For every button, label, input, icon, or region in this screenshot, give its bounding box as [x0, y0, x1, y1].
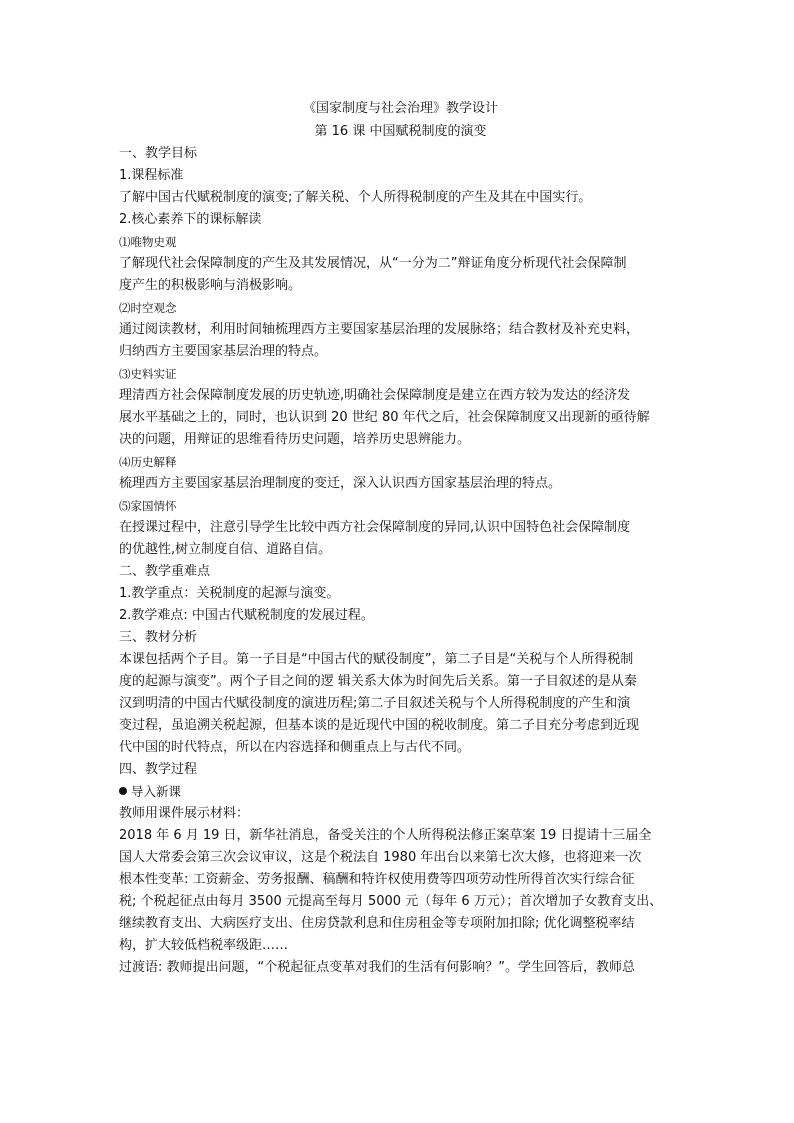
- subheading-materialism: ⑴唯物史观: [119, 235, 177, 249]
- paragraph-patriotism: 在授课过程中，注意引导学生比较中西方社会保障制度的异同,认识中国特色社会保障制度 的优越性,树立制度自信、道路自信。: [119, 520, 631, 557]
- bullet-introduction: [119, 781, 682, 803]
- teacher-intro-line: 教师用课件展示材料：: [119, 806, 250, 821]
- bullet-dot-icon: [119, 787, 127, 795]
- section-heading-teaching-process: 四、教学过程: [119, 762, 198, 777]
- paragraph-material: 2018 年 6 月 19 日，新华社消息，备受关注的个人所得税法修正案草案 19 日提请十三届全 国人大常委会第三次会议审议，这是个税法自 1980 年出台以来第七次大修，也将迎来一次 根本性变革: 工资薪金、劳务报酬、稿酬和特许权使用费等四项劳动性所得首次实行综合征 税; 个税起征点由每月 3500 元提高至每月 5000 元（每年 6 万元）；首次增加子女教育支出、 继续教育支出、大病医疗支出、住房贷款利息和住房租金等专项附加扣除; 优化调整税率结 构，扩大较低档税率级距……: [119, 828, 663, 953]
- bullet-label: 导入新课: [131, 784, 182, 799]
- paragraph-spacetime: 通过阅读教材，利用时间轴梳理西方主要国家基层治理的发展脉络；结合教材及补充史料， 归纳西方主要国家基层治理的特点。: [119, 322, 640, 359]
- key-point-line: 1.教学重点：关税制度的起源与演变。: [119, 586, 340, 601]
- paragraph-materialism: 了解现代社会保障制度的产生及其发展情况，从“一分为二”辩证角度分析现代社会保障制 度产生的积极影响与消极影响。: [119, 256, 627, 293]
- section-heading-textbook-analysis: 三、教材分析: [119, 630, 198, 645]
- paragraph-textbook-analysis: 本课包括两个子目。第一子目是“中国古代的赋役制度”，第二子目是“关税与个人所得税制 度的起源与演变”。两个子目之间的逻 辑关系大体为时间先后关系。第一子目叙述的是从秦 汉到明清的中国古代赋役制度的演进历程;第二子目叙述关税与个人所得税制度的产生和演 变过程，虽追溯关税起源，但基本谈的是近现代中国的税收制度。第二子目充分考虑到近现 代中国的时代特点，所以在内容选择和侧重点上与古代不同。: [119, 652, 640, 755]
- paragraph-interpretation: 梳理西方主要国家基层治理制度的变迁，深入认识西方国家基层治理的特点。: [119, 476, 562, 491]
- section-heading-key-points: 二、教学重难点: [119, 564, 211, 579]
- item-heading-curriculum: 1.课程标准: [119, 168, 184, 183]
- difficulty-line: 2.教学难点: 中国古代赋税制度的发展过程。: [119, 608, 374, 623]
- paragraph-evidence: 理清西方社会保障制度发展的历史轨迹,明确社会保障制度是建立在西方较为发达的经济发 展水平基础之上的，同时，也认识到 20 世纪 80 年代之后，社会保障制度又出现新的亟待解 决的问题，用辩证的思维看待历史问题，培养历史思辨能力。: [119, 388, 650, 447]
- subheading-interpretation: ⑷历史解释: [119, 455, 177, 469]
- subheading-evidence: ⑶史料实证: [119, 367, 177, 381]
- document-page: [119, 97, 682, 979]
- item-heading-core-literacy: 2.核心素养下的课标解读: [119, 212, 262, 227]
- subheading-patriotism: ⑸家国情怀: [119, 499, 177, 513]
- document-title: 《国家制度与社会治理》教学设计: [302, 101, 498, 116]
- section-heading-objectives: 一、教学目标: [119, 146, 198, 161]
- curriculum-text: 了解中国古代赋税制度的演变;了解关税、个人所得税制度的产生及其在中国实行。: [119, 190, 592, 205]
- lesson-subtitle: 第 16 课 中国赋税制度的演变: [314, 124, 487, 139]
- subheading-spacetime: ⑵时空观念: [119, 301, 177, 315]
- transition-line: 过渡语: 教师提出问题，“个税起征点变革对我们的生活有何影响？”。学生回答后，教师总: [119, 960, 635, 975]
